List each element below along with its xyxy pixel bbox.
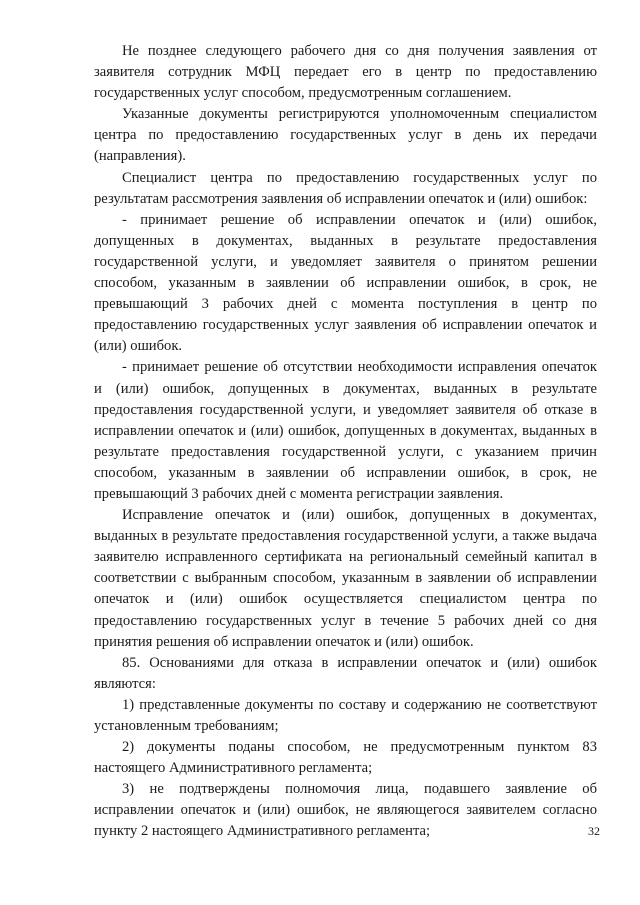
paragraph-correction-execution: Исправление опечаток и (или) ошибок, допущенных в документах, выданных в результате предоставления государственной услуги, а также выдача заявителю исправленного сертификата на региональный семейный капитал в соответствии с выбранным способом, указанным в заявлении об исправлении опечаток и (или) ошибок осуществляется специалистом центра по предоставлению государственных услуг в течение 5 рабочих дней со дня принятия решения об исправлении опечаток и (или) ошибок. [94, 507, 597, 650]
paragraph-refusal-grounds-heading: 85. Основаниями для отказа в исправлении опечаток и (или) ошибок являются: [94, 654, 597, 692]
paragraph-specialist-review: Специалист центра по предоставлению государственных услуг по результатам рассмотрения заявления об исправлении опечаток и (или) ошибок: [94, 169, 597, 207]
paragraph-registration: Указанные документы регистрируются уполномоченным специалистом центра по предоставлению государственных услуг в день их передачи (направления). [94, 106, 597, 165]
paragraph-refusal-decision: - принимает решение об отсутствии необходимости исправления опечаток и (или) ошибок, допущенных в документах, выданных в результате предоставления государственной услуги, и уведомляет заявителя об отказе в исправлении опечаток и (или) ошибок, допущенных в документах, выданных в результате предоставления государственной услуги, с указанием причин способом, указанным в заявлении об исправлении ошибок, в срок, не превышающий 3 рабочих дней с момента регистрации заявления. [94, 359, 597, 502]
paragraph-ground-2: 2) документы поданы способом, не предусмотренным пунктом 83 настоящего Административного регламента; [94, 739, 597, 777]
paragraph-ground-3: 3) не подтверждены полномочия лица, подавшего заявление об исправлении опечаток и (или) ошибок, не являющегося заявителем согласно пункту 2 настоящего Административного регламента; [94, 781, 597, 840]
paragraph-ground-1: 1) представленные документы по составу и содержанию не соответствуют установленным требованиям; [94, 696, 597, 734]
paragraph-mfc-transfer: Не позднее следующего рабочего дня со дня получения заявления от заявителя сотрудник МФЦ передает его в центр по предоставлению государственных услуг способом, предусмотренным соглашением. [94, 43, 597, 102]
page-number: 32 [588, 824, 600, 838]
paragraph-correction-decision: - принимает решение об исправлении опечаток и (или) ошибок, допущенных в документах, выданных в результате предоставления государственной услуги, и уведомляет заявителя о принятом решении способом, указанным в заявлении об исправлении ошибок, в срок, не превышающий 3 рабочих дней с момента поступления в центр по предоставлению государственных услуг заявления об исправлении опечаток и (или) ошибок. [94, 211, 597, 355]
document-body [94, 41, 597, 843]
